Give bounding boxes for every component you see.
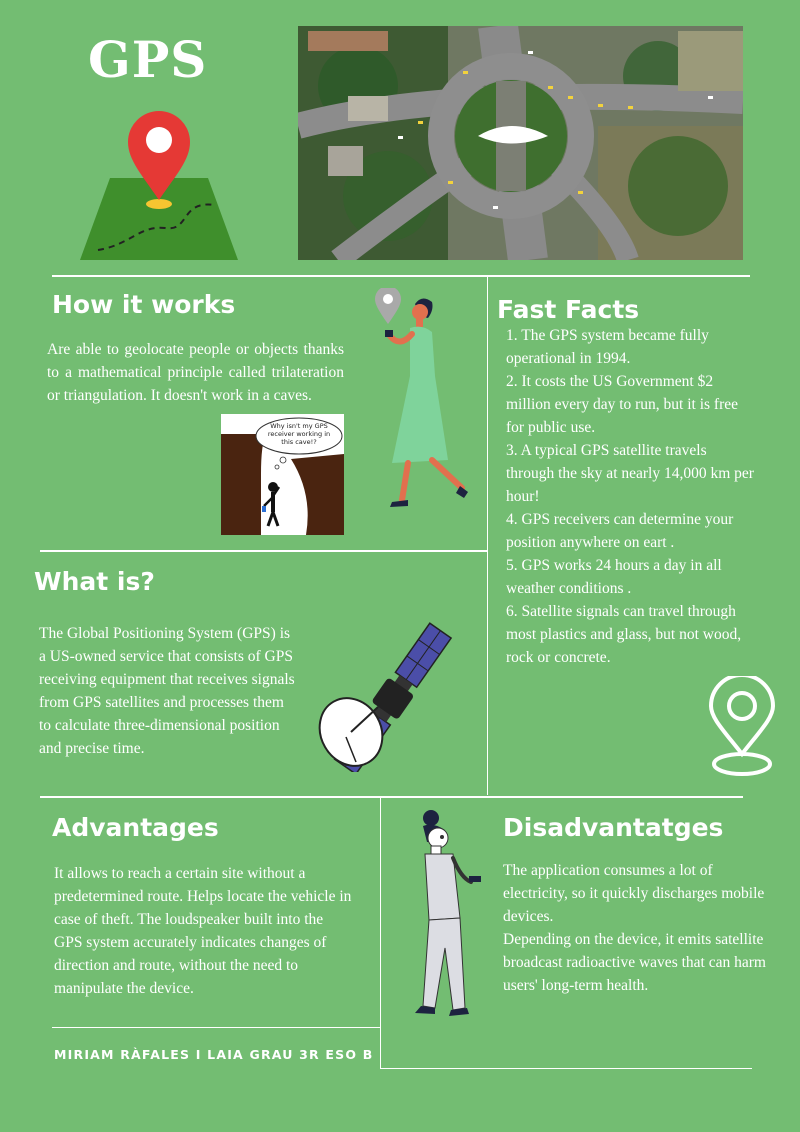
how-it-works-text: Are able to geolocate people or objects thanks to a mathematical principle called trilateration or triangulation. It doesn't work in a caves. — [47, 341, 344, 404]
page-title: GPS — [88, 30, 208, 89]
divider-footer — [380, 1068, 752, 1069]
fast-fact-item: 6. Satellite signals can travel through most plastics and glass, but not wood, rock or concrete. — [506, 603, 742, 666]
what-is-heading: What is? — [34, 567, 155, 596]
fast-fact-item: 1. The GPS system became fully operational in 1994. — [506, 327, 709, 367]
fast-fact-item: 4. GPS receivers can determine your position anywhere on eart . — [506, 511, 734, 551]
divider-middle-left — [40, 550, 488, 552]
fast-facts-list — [506, 324, 754, 669]
map-pin-icon — [375, 288, 401, 324]
divider-vertical-upper — [487, 277, 488, 795]
how-it-works-heading: How it works — [52, 290, 236, 319]
disadvantages-text: The application consumes a lot of electricity, so it quickly discharges mobile devices. Depending on the device, it emits satellite broadcast radioactive waves that can harm users' long-term health. — [503, 862, 766, 994]
fast-facts-heading: Fast Facts — [497, 295, 640, 324]
fast-fact-item: 3. A typical GPS satellite travels through the sky at nearly 14,000 km per hour! — [506, 442, 754, 505]
fast-fact-item: 5. GPS works 24 hours a day in all weather conditions . — [506, 557, 722, 597]
divider-credits — [52, 1027, 380, 1028]
satellite-icon — [316, 622, 472, 772]
credits: MIRIAM RÀFALES I LAIA GRAU 3R ESO B — [54, 1047, 374, 1062]
cave-speech-bubble: Why isn't my GPS receiver working in this cave!? — [267, 422, 331, 446]
advantages-heading: Advantages — [52, 813, 219, 842]
divider-vertical-lower — [380, 798, 381, 1068]
aerial-roundabout-photo — [298, 26, 743, 260]
divider-top — [52, 275, 750, 277]
what-is-text: The Global Positioning System (GPS) is a US-owned service that consists of GPS receiving equipment that receives signals from GPS satellites and processes them to calculate three-dimensional position and precise time. — [39, 625, 295, 757]
map-pin-illustration — [80, 100, 240, 262]
woman-walking-illustration — [370, 288, 480, 513]
location-outline-icon — [706, 676, 778, 778]
man-with-phone-illustration — [405, 808, 490, 1023]
advantages-text: It allows to reach a certain site without a predetermined route. Helps locate the vehicle in case of theft. The loudspeaker built into the GPS system accurately indicates changes of direction and route, without the need to manipulate the device. — [54, 865, 352, 997]
disadvantages-heading: Disadvantatges — [503, 813, 724, 842]
fast-fact-item: 2. It costs the US Government $2 million every day to run, but it is free for public use. — [506, 373, 739, 436]
cave-cartoon-image — [221, 414, 344, 535]
divider-bottom — [40, 796, 743, 798]
